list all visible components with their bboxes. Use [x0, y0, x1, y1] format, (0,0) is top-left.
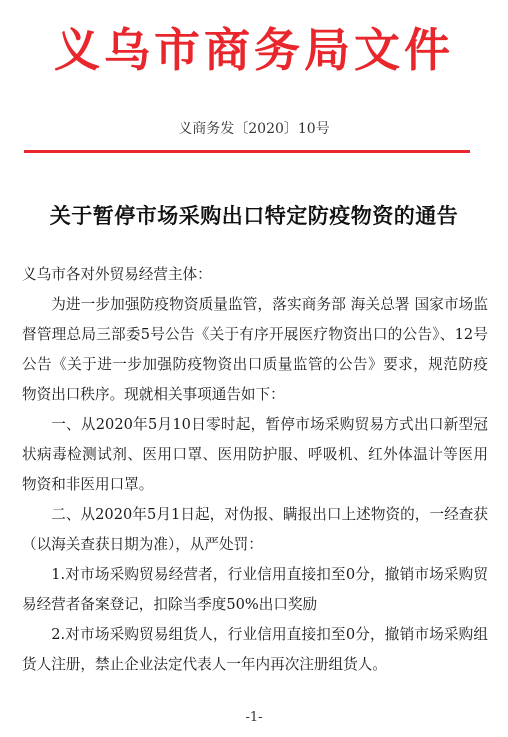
notice-body [22, 260, 488, 680]
body-paragraph: 一、从2020年5月10日零时起，暂停市场采购贸易方式出口新型冠状病毒检测试剂、医用口罩、医用防护服、呼吸机、红外体温计等医用物资和非医用口罩。 [22, 416, 488, 493]
page-number: -1- [245, 710, 263, 725]
red-divider-line [24, 150, 470, 153]
body-paragraph: 为进一步加强防疫物资质量监管，落实商务部 海关总署 国家市场监督管理总局三部委5号公告《关于有序开展医疗物资出口的公告》、12号公告《关于进一步加强防疫物资出口质量监管的公告》要求，规范防疫物资出口秩序。现就相关事项通告如下： [22, 296, 488, 403]
salutation: 义乌市各对外贸易经营主体： [22, 266, 212, 283]
body-paragraph: 2.对市场采购贸易组货人，行业信用直接扣至0分，撤销市场采购组货人注册，禁止企业法定代表人一年内再次注册组货人。 [22, 626, 488, 673]
body-paragraph: 1.对市场采购贸易经营者，行业信用直接扣至0分，撤销市场采购贸易经营者备案登记，扣除当季度50%出口奖励 [22, 566, 488, 613]
document-header-title: 义乌市商务局文件 [54, 23, 454, 77]
notice-title: 关于暂停市场采购出口特定防疫物资的通告 [49, 203, 459, 228]
body-paragraph: 二、从2020年5月1日起，对伪报、瞒报出口上述物资的，一经查获（以海关查获日期为准），从严处罚： [22, 506, 488, 553]
document-number: 义商务发〔2020〕10号 [178, 121, 330, 137]
